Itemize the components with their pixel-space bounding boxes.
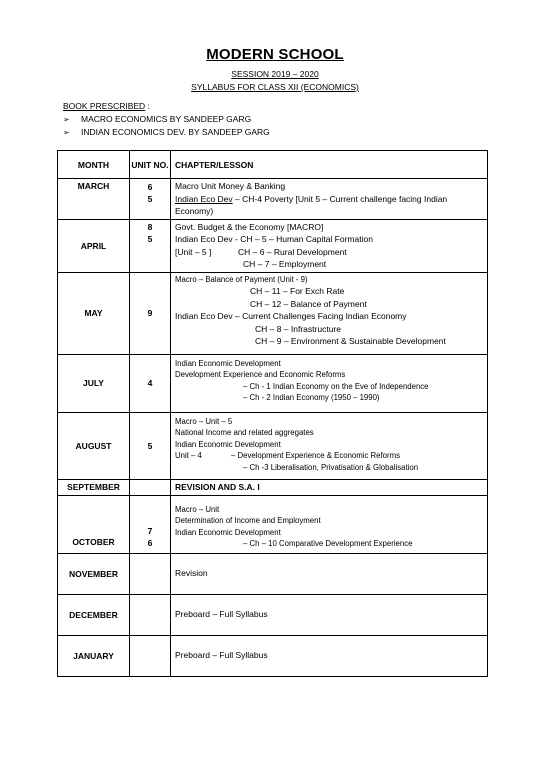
chapter-text: Unit – 4 (175, 451, 202, 460)
unit-cell (130, 635, 171, 676)
chapter-line: Govt. Budget & the Economy [MACRO] (175, 221, 324, 232)
chapter-cell: Preboard – Full Syllabus (171, 594, 488, 635)
unit-number: 5 (147, 194, 153, 204)
book-item (63, 126, 270, 139)
chapter-line (175, 450, 483, 462)
chapter-line: – Ch - 1 Indian Economy on the Eve of Independence (243, 381, 429, 391)
chapter-line (175, 193, 483, 206)
month-cell: MARCH (58, 179, 130, 220)
session-line: SESSION 2019 – 2020 (231, 69, 319, 79)
table-row-may (58, 272, 488, 354)
chapter-cell: Revision (171, 553, 488, 594)
chapter-line: Determination of Income and Employment (175, 516, 321, 525)
unit-cell (130, 219, 171, 272)
chapter-line: National Income and related aggregates (175, 428, 314, 437)
unit-cell (130, 495, 171, 553)
header-chapter: CHAPTER/LESSON (171, 151, 488, 179)
chapter-line: – Ch - 2 Indian Economy (1950 – 1990) (243, 393, 380, 402)
chapter-line: CH – 7 – Employment (243, 259, 327, 269)
chapter-line: – Ch -3 Liberalisation, Privatisation & Globalisation (243, 462, 419, 472)
chapter-link-text: Indian Eco Dev (175, 193, 233, 204)
month-cell: OCTOBER (58, 495, 130, 553)
unit-cell (130, 553, 171, 594)
table-row-july (58, 354, 488, 412)
chapter-line: Macro – Unit – 5 (175, 416, 233, 426)
table-row-january (58, 635, 488, 676)
chapter-line: CH – 11 – For Exch Rate (250, 286, 345, 296)
unit-cell (130, 179, 171, 220)
arrow-bullet-icon: ➢ (63, 128, 70, 137)
unit-number: 6 (147, 182, 153, 192)
month-cell: JANUARY (58, 635, 130, 676)
month-cell: APRIL (58, 219, 130, 272)
chapter-text: CH – 6 – Rural Development (238, 246, 347, 257)
chapter-line: Indian Economic Development (175, 439, 281, 449)
books-list (63, 113, 270, 139)
chapter-cell (171, 354, 488, 412)
books-heading-label: BOOK PRESCRIBED (63, 101, 146, 111)
books-heading (63, 101, 150, 111)
chapter-cell (171, 495, 488, 553)
chapter-line: Indian Economic Development (175, 527, 281, 537)
month-cell: SEPTEMBER (58, 479, 130, 495)
chapter-text: – Development Experience & Economic Reforms (231, 451, 401, 460)
chapter-line: Indian Economic Development (175, 358, 281, 368)
month-cell: JULY (58, 354, 130, 412)
unit-number: 7 (147, 525, 153, 536)
chapter-cell: REVISION AND S.A. I (171, 479, 488, 495)
arrow-bullet-icon: ➢ (63, 115, 70, 124)
chapter-line: Economy) (175, 206, 214, 216)
unit-number: 5 (147, 233, 153, 244)
chapter-line: Macro Unit Money & Banking (175, 181, 286, 191)
month-cell: NOVEMBER (58, 553, 130, 594)
unit-cell: 4 (130, 354, 171, 412)
chapter-line: CH – 8 – Infrastructure (255, 323, 341, 334)
unit-number: 8 (147, 221, 153, 232)
unit-number: 6 (147, 537, 153, 548)
books-heading-suffix: : (145, 101, 150, 111)
table-header-row (58, 151, 488, 179)
syllabus-table (57, 150, 488, 677)
chapter-line (175, 246, 483, 259)
table-row-october (58, 495, 488, 553)
table-row-april (58, 219, 488, 272)
unit-cell (130, 594, 171, 635)
table-row-november (58, 553, 488, 594)
chapter-line: CH – 9 – Environment & Sustainable Development (255, 336, 446, 346)
table-row-september (58, 479, 488, 495)
school-title: MODERN SCHOOL (206, 46, 344, 63)
header-unit: UNIT NO. (130, 151, 171, 179)
chapter-line: Indian Eco Dev - CH – 5 – Human Capital Formation (175, 234, 373, 244)
book-title: MACRO ECONOMICS BY SANDEEP GARG (81, 114, 252, 124)
chapter-cell (171, 219, 488, 272)
chapter-text: – CH-4 Poverty [Unit 5 – Current challenge facing Indian (232, 193, 448, 204)
table-row-december (58, 594, 488, 635)
chapter-line: Development Experience and Economic Reforms (175, 370, 346, 379)
chapter-text: [Unit – 5 ] (175, 246, 212, 257)
chapter-cell (171, 272, 488, 354)
chapter-line: Macro – Balance of Payment (Unit - 9) (175, 274, 308, 284)
header-month: MONTH (58, 151, 130, 179)
chapter-line: Indian Eco Dev – Current Challenges Facing Indian Economy (175, 311, 407, 321)
book-item (63, 113, 270, 126)
chapter-line: – Ch – 10 Comparative Development Experience (243, 539, 413, 548)
chapter-cell: Preboard – Full Syllabus (171, 635, 488, 676)
chapter-cell (171, 412, 488, 479)
month-cell: DECEMBER (58, 594, 130, 635)
month-cell: MAY (58, 272, 130, 354)
chapter-line: CH – 12 – Balance of Payment (250, 298, 367, 309)
unit-cell: 5 (130, 412, 171, 479)
table-row-march (58, 179, 488, 220)
syllabus-title: SYLLABUS FOR CLASS XII (ECONOMICS) (191, 82, 359, 92)
chapter-line: Macro – Unit (175, 504, 220, 514)
unit-cell: 9 (130, 272, 171, 354)
chapter-cell (171, 179, 488, 220)
month-cell: AUGUST (58, 412, 130, 479)
table-row-august (58, 412, 488, 479)
unit-cell (130, 479, 171, 495)
book-title: INDIAN ECONOMICS DEV. BY SANDEEP GARG (81, 127, 270, 137)
